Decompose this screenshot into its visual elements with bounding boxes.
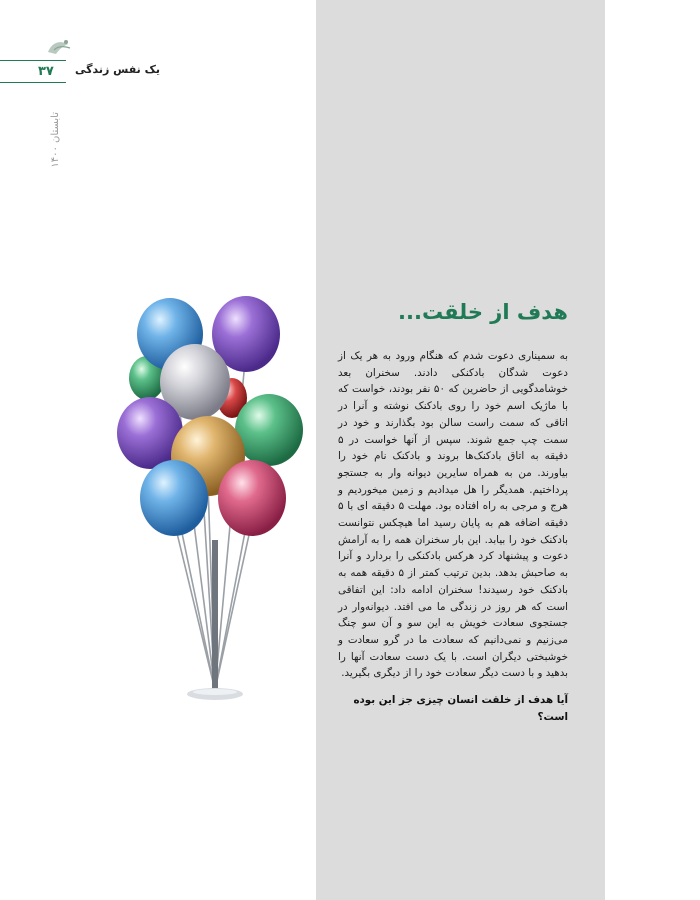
header-bottom-rule	[0, 82, 66, 83]
article-title: هدف از خلقت...	[398, 300, 568, 324]
series-title: یک نفس زندگی	[75, 63, 160, 76]
magazine-logo-icon	[44, 36, 74, 58]
issue-season: تابستان ۱۴۰۰	[50, 112, 61, 168]
balloons-image	[112, 290, 316, 710]
closing-question: آیا هدف از خلقت انسان چیزی جز این بوده است؟	[353, 694, 568, 723]
article-body: به سمیناری دعوت شدم که هنگام ورود به هر یک از دعوت شدگان بادکنکی دادند. سخنران بعد خوشامدگویی از حاضرین که ۵۰ نفر بودند، خواست که با ماژیک اسم خود را روی بادکنک نوشته و آنرا در اتاقی که سمت راست سالن بود بگذارند و خود در سمت چپ جمع شوند. سپس از آنها خواست در ۵ دقیقه به اتاق بادکنک‌ها بروند و بادکنک نام خود را بیاورند. من به همراه سایرین دیوانه وار به جستجو پرداختیم. همدیگر را هل میدادیم و زمین میخوردیم و هرج و مرجی به راه افتاده بود. مهلت ۵ دقیقه ای با ۵ دقیقه اضافه هم به پایان رسید اما هیچکس نتوانست بادکنک خود را بیابد. این بار سخنران همه را به آرامش دعوت و پیشنهاد کرد هرکس بادکنکی را بردارد و آنرا به صاحبش بدهد. بدین ترتیب کمتر از ۵ دقیقه همه به بادکنک خود رسیدند! سخنران ادامه داد: این اتفاقی است که هر روز در زندگی ما می افتد. دیوانه‌وار در جستجوی سعادت خویش به این سو و آن سو چنگ می‌زنیم و نمی‌دانیم که سعادت ما در گرو سعادت و خوشبختی دیگران است. با یک دست سعادت آنها را بدهید و با دست دیگر سعادت خود را از دیگری بگیرید.	[338, 350, 568, 680]
page-number: ۳۷	[38, 64, 54, 79]
header-top-rule	[0, 60, 66, 61]
